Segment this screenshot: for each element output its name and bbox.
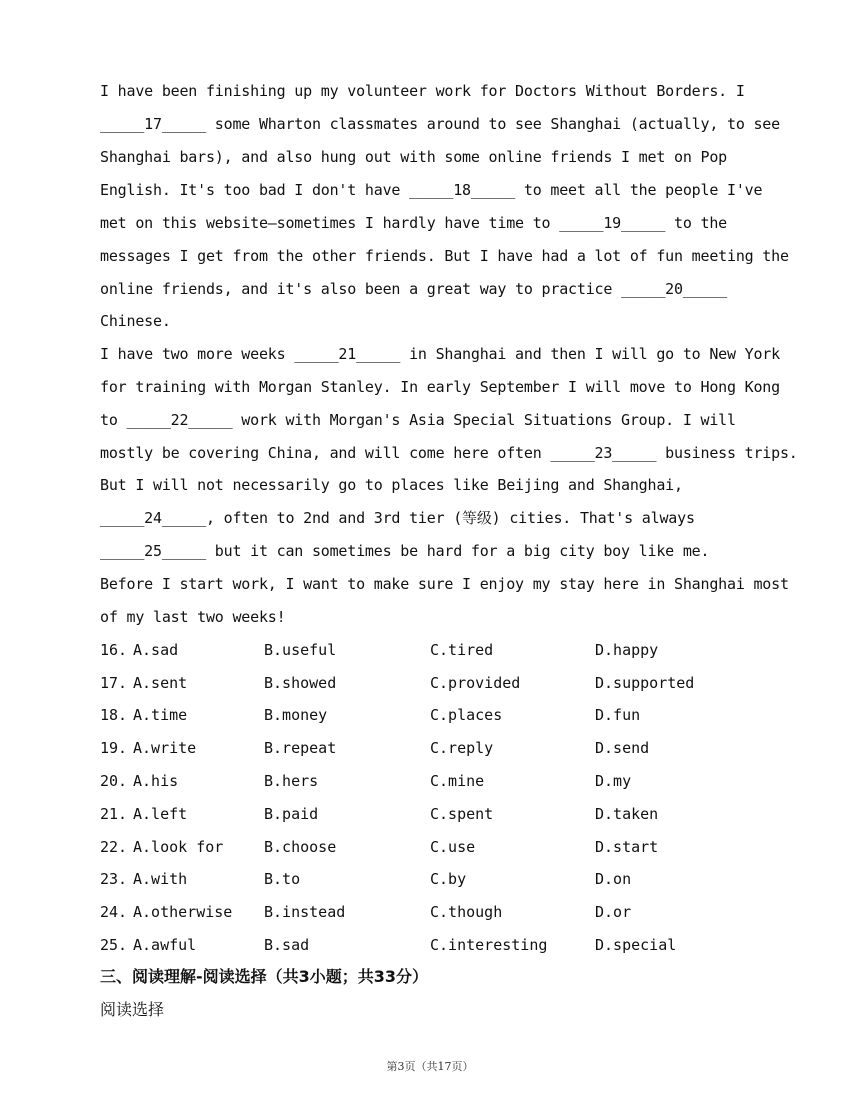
option-a: A.write xyxy=(133,739,197,757)
option-d: D.happy xyxy=(595,641,659,659)
passage-line: online friends, and it's also been a great way to practice _____20_____ xyxy=(100,280,727,298)
question-number: 23. xyxy=(100,870,128,888)
option-b: B.money xyxy=(264,706,328,724)
option-d: D.fun xyxy=(595,706,641,724)
passage-line: _____17_____ some Wharton classmates around to see Shanghai (actually, to see xyxy=(100,115,780,133)
passage-line: Shanghai bars), and also hung out with some online friends I met on Pop xyxy=(100,148,727,166)
question-row xyxy=(100,935,800,955)
option-a: A.left xyxy=(133,805,188,823)
option-c: C.by xyxy=(430,870,467,888)
option-a: A.time xyxy=(133,706,188,724)
passage-line: I have been finishing up my volunteer work for Doctors Without Borders. I xyxy=(100,82,745,100)
option-b: B.instead xyxy=(264,903,346,921)
option-d: D.my xyxy=(595,772,632,790)
passage-line: for training with Morgan Stanley. In early September I will move to Hong Kong xyxy=(100,378,780,396)
question-number: 21. xyxy=(100,805,128,823)
option-c: C.places xyxy=(430,706,503,724)
option-b: B.sad xyxy=(264,936,310,954)
section-heading: 三、阅读理解-阅读选择（共3小题；共33分） xyxy=(100,967,429,986)
passage-line: messages I get from the other friends. But I have had a lot of fun meeting the xyxy=(100,247,789,265)
passage-line: But I will not necessarily go to places like Beijing and Shanghai, xyxy=(100,476,683,494)
passage-line: met on this website—sometimes I hardly have time to _____19_____ to the xyxy=(100,214,727,232)
passage-line: mostly be covering China, and will come here often _____23_____ business trips. xyxy=(100,444,798,462)
question-number: 20. xyxy=(100,772,128,790)
question-number: 17. xyxy=(100,674,128,692)
option-d: D.special xyxy=(595,936,677,954)
option-b: B.repeat xyxy=(264,739,337,757)
option-a: A.sent xyxy=(133,674,188,692)
passage-line: Chinese. xyxy=(100,312,171,330)
question-row xyxy=(100,869,800,889)
passage-line: English. It's too bad I don't have _____18_____ to meet all the people I've xyxy=(100,181,763,199)
option-c: C.reply xyxy=(430,739,494,757)
option-b: B.showed xyxy=(264,674,337,692)
option-c: C.use xyxy=(430,838,476,856)
question-number: 19. xyxy=(100,739,128,757)
passage-line: _____24_____, often to 2nd and 3rd tier (等级) cities. That's always xyxy=(100,509,695,527)
option-d: D.or xyxy=(595,903,632,921)
option-a: A.otherwise xyxy=(133,903,233,921)
option-c: C.provided xyxy=(430,674,521,692)
question-number: 22. xyxy=(100,838,128,856)
question-row xyxy=(100,771,800,791)
passage-line: Before I start work, I want to make sure I enjoy my stay here in Shanghai most xyxy=(100,575,789,593)
option-a: A.with xyxy=(133,870,188,888)
option-d: D.send xyxy=(595,739,650,757)
question-row xyxy=(100,673,800,693)
option-b: B.to xyxy=(264,870,301,888)
passage-line: to _____22_____ work with Morgan's Asia Special Situations Group. I will xyxy=(100,411,736,429)
option-c: C.interesting xyxy=(430,936,548,954)
option-b: B.useful xyxy=(264,641,337,659)
option-a: A.look for xyxy=(133,838,224,856)
option-b: B.choose xyxy=(264,838,337,856)
option-a: A.his xyxy=(133,772,179,790)
option-d: D.on xyxy=(595,870,632,888)
question-row xyxy=(100,640,800,660)
passage-line: of my last two weeks! xyxy=(100,608,286,626)
passage-line: I have two more weeks _____21_____ in Shanghai and then I will go to New York xyxy=(100,345,780,363)
option-c: C.tired xyxy=(430,641,494,659)
section-subheading: 阅读选择 xyxy=(100,1000,165,1019)
question-row xyxy=(100,738,800,758)
option-c: C.spent xyxy=(430,805,494,823)
question-row xyxy=(100,902,800,922)
question-number: 24. xyxy=(100,903,128,921)
question-row xyxy=(100,837,800,857)
question-number: 16. xyxy=(100,641,128,659)
option-a: A.sad xyxy=(133,641,179,659)
option-d: D.supported xyxy=(595,674,695,692)
question-row xyxy=(100,705,800,725)
option-c: C.though xyxy=(430,903,503,921)
option-c: C.mine xyxy=(430,772,485,790)
passage-line: _____25_____ but it can sometimes be hard for a big city boy like me. xyxy=(100,542,710,560)
option-d: D.taken xyxy=(595,805,659,823)
option-a: A.awful xyxy=(133,936,197,954)
option-b: B.hers xyxy=(264,772,319,790)
option-d: D.start xyxy=(595,838,659,856)
question-row xyxy=(100,804,800,824)
question-number: 18. xyxy=(100,706,128,724)
option-b: B.paid xyxy=(264,805,319,823)
question-number: 25. xyxy=(100,936,128,954)
page-footer: 第3页（共17页） xyxy=(386,1060,474,1073)
